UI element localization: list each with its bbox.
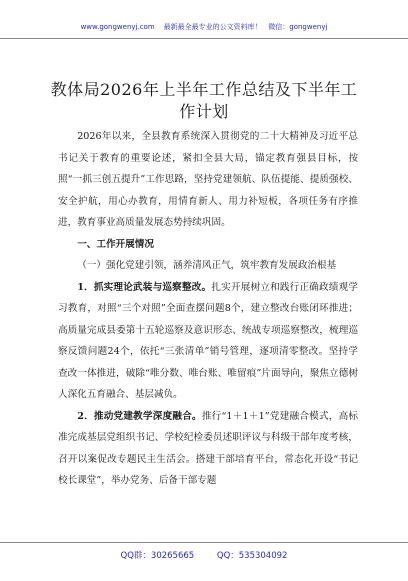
header-banner <box>0 22 408 32</box>
item-paragraph-1 <box>58 277 358 406</box>
footer-contacts <box>0 549 408 561</box>
item-body-1: 扎实开展树立和践行正确政绩观学习教育，对照“三个对照”全面查摆问题8个，建立整改台账闭环推进；高质量完成县委第十五轮巡察及意识形态、统战专项巡察整改，梳理巡察反馈问题24个，依托“三张清单”销号管理，逐项清零整改。坚持学查改一体推进，破除“唯分数、唯台账、唯留痕”片面导向，聚焦立德树人深化五育融合、基层减负。 <box>58 281 358 400</box>
footer-qq: QQ：535304092 <box>216 551 288 561</box>
item-heading-2: 2．推动党建教学深度融合。 <box>77 410 202 422</box>
document-title: 教体局2026年上半年工作总结及下半年工作计划 <box>50 79 358 121</box>
intro-paragraph: 2026年以来，全县教育系统深入贯彻党的二十大精神及习近平总书记关于教育的重要论述，紧扣全县大局，锚定教育强县目标，按照“一抓三创五提升”工作思路，坚持党建领航、队伍提能、提质强校、安全护航，用心办教育，用情育新人、用力补短板，各项任务有序推进，教育事业高质量发展态势持续巩固。 <box>58 131 358 228</box>
page-footer <box>0 542 408 581</box>
header-wechat: 微信：gongwenyj <box>268 23 328 31</box>
header-url[interactable]: www.gongwenyj.com <box>80 23 155 31</box>
item-paragraph-2 <box>58 406 358 492</box>
section-heading: 一、工作开展情况 <box>77 238 154 250</box>
document-body <box>58 126 358 492</box>
header-tagline: 最新最全最专业的公文资料库！ <box>163 23 262 31</box>
page-header <box>0 0 408 39</box>
item-body-2: 推行“1＋1＋1”党建融合模式，高标准完成基层党组织书记、学校纪检委员述职评议与科级干部年度考核，召开以案促改专题民主生活会。搭建干部培育平台，常态化开设“书记校长课堂”，举办党务、后备干部专题 <box>58 410 358 486</box>
footer-qq-group: QQ群：30265665 <box>120 551 195 561</box>
subsection-heading: （一）强化党建引领，涵养清风正气，筑牢教育发展政治根基 <box>77 260 337 271</box>
item-heading-1: 1．抓实理论武装与巡察整改。 <box>77 281 212 293</box>
